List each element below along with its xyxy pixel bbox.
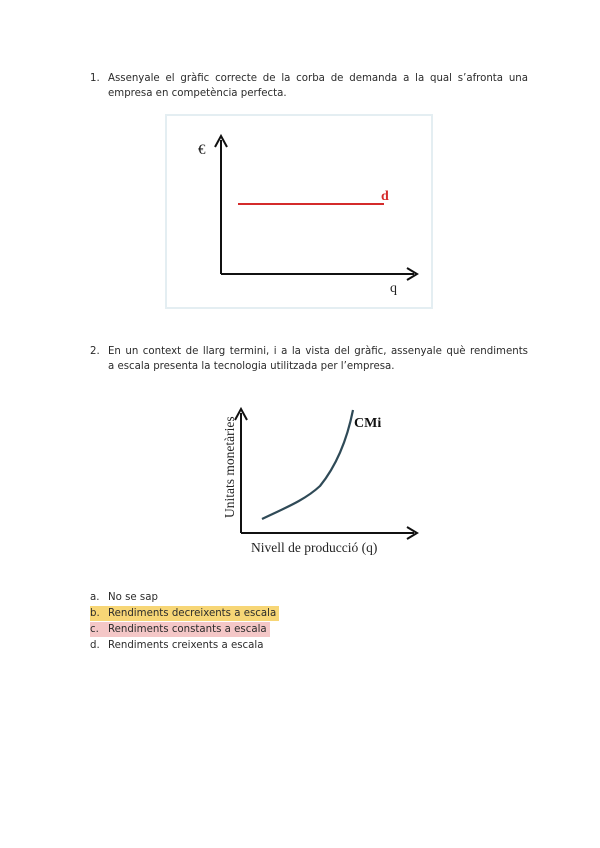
option-text: Rendiments constants a escala [108,624,267,635]
option-letter: c. [90,624,99,635]
option-text: Rendiments creixents a escala [108,640,264,651]
question-text-line: a escala presenta la tecnologia utilitzada per l’empresa. [108,361,395,372]
question-number: 2. [90,346,100,357]
option-c[interactable] [90,622,270,637]
option-letter: b. [90,608,100,619]
option-text: Rendiments decreixents a escala [108,608,277,619]
x-axis [241,527,417,539]
x-axis-label: q [390,281,397,296]
cost-curve-label: CMi [354,416,382,431]
demand-curve-label: d [381,189,389,204]
average-cost-curve [262,410,353,519]
y-axis-label: € [198,142,206,158]
option-text: No se sap [108,592,158,603]
option-letter: d. [90,640,100,651]
option-letter: a. [90,592,100,603]
question-text-line: En un context de llarg termini, i a la vista del gràfic, assenyale què rendiments [108,346,528,357]
question-text-line: empresa en competència perfecta. [108,88,287,99]
y-axis-label: Unitats monetàries [222,416,237,518]
option-b[interactable] [90,606,279,621]
question-number: 1. [90,73,100,84]
x-axis-label: Nivell de producció (q) [251,540,378,555]
question-text-line: Assenyale el gràfic correcte de la corba de demanda a la qual s’afronta una [108,73,528,84]
